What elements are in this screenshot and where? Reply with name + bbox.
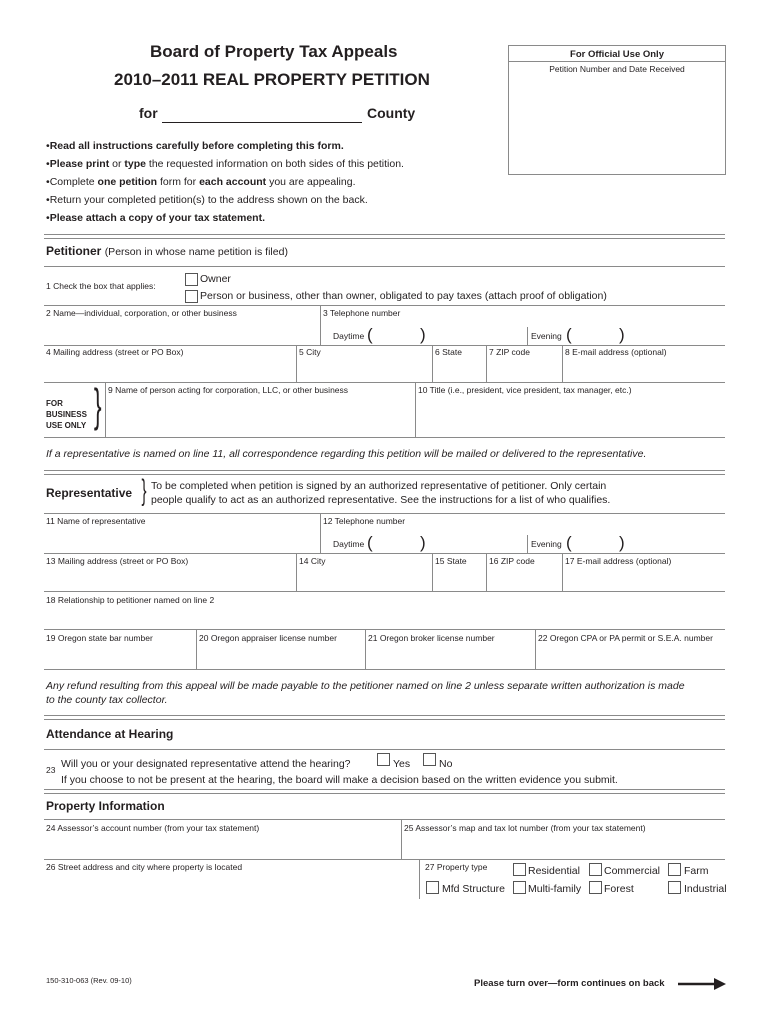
evening-label: Evening xyxy=(531,331,562,341)
field-21-label: 21 Oregon broker license number xyxy=(368,633,495,643)
daytime-paren-close: ) xyxy=(420,325,426,344)
industrial-label: Industrial xyxy=(684,883,727,895)
official-use-title: For Official Use Only xyxy=(570,49,664,60)
field-12-label: 12 Telephone number xyxy=(323,516,406,526)
residential-checkbox[interactable] xyxy=(513,863,526,876)
residential-label: Residential xyxy=(528,865,580,877)
forest-label: Forest xyxy=(604,883,634,895)
field-5-label: 5 City xyxy=(299,347,321,357)
representative-heading: Representative xyxy=(46,486,133,500)
attend-no-label: No xyxy=(439,758,453,770)
representative-note-1: To be completed when petition is signed by an authorized representative of petitioner. Only certain xyxy=(151,480,607,492)
instruction-5: •Please attach a copy of your tax statement. xyxy=(46,212,266,224)
rep-daytime-paren-open: ( xyxy=(367,533,373,552)
field-22-label: 22 Oregon CPA or PA permit or S.E.A. number xyxy=(538,633,713,643)
owner-label: Owner xyxy=(200,273,231,285)
commercial-checkbox[interactable] xyxy=(589,863,602,876)
multi-family-checkbox[interactable] xyxy=(513,881,526,894)
field-18-label: 18 Relationship to petitioner named on line 2 xyxy=(46,595,215,605)
rep-evening-paren-close: ) xyxy=(619,533,625,552)
commercial-label: Commercial xyxy=(604,865,661,877)
field-11-label: 11 Name of representative xyxy=(46,516,146,526)
mfd-structure-checkbox[interactable] xyxy=(426,881,439,894)
field-17-label: 17 E-mail address (optional) xyxy=(565,556,672,566)
rep-evening-label: Evening xyxy=(531,539,562,549)
instruction-3: •Complete one petition form for each account you are appealing. xyxy=(46,176,356,188)
attendance-heading: Attendance at Hearing xyxy=(46,727,174,741)
turn-over-note: Please turn over—form continues on back xyxy=(474,978,665,989)
form-subtitle: 2010–2011 REAL PROPERTY PETITION xyxy=(114,70,430,89)
representative-note: If a representative is named on line 11, all correspondence regarding this petition will be mailed or delivered to the representative. xyxy=(46,448,647,460)
field-19-label: 19 Oregon state bar number xyxy=(46,633,153,643)
field-3-label: 3 Telephone number xyxy=(323,308,401,318)
field-16-label: 16 ZIP code xyxy=(489,556,535,566)
daytime-label: Daytime xyxy=(333,331,365,341)
section-divider xyxy=(44,234,725,239)
field-2-label: 2 Name—individual, corporation, or other business xyxy=(46,308,237,318)
field-9-label: 9 Name of person acting for corporation, LLC, or other business xyxy=(108,385,349,395)
official-use-box xyxy=(508,45,726,175)
representative-note-2: people qualify to act as an authorized representative. See the instructions for a list of who qualifies. xyxy=(151,494,611,506)
form-number: 150-310-063 (Rev. 09-10) xyxy=(46,976,132,985)
field-4-label: 4 Mailing address (street or PO Box) xyxy=(46,347,184,357)
field-20-label: 20 Oregon appraiser license number xyxy=(199,633,337,643)
owner-checkbox[interactable] xyxy=(185,273,198,286)
multi-family-label: Multi-family xyxy=(528,883,582,895)
industrial-checkbox[interactable] xyxy=(668,881,681,894)
field-8-label: 8 E-mail address (optional) xyxy=(565,347,667,357)
instruction-1: •Read all instructions carefully before completing this form. xyxy=(46,140,344,152)
petitioner-heading: Petitioner (Person in whose name petition is filed) xyxy=(46,244,288,258)
field-26-label: 26 Street address and city where property is located xyxy=(46,862,243,872)
business-brace: } xyxy=(93,379,102,431)
farm-label: Farm xyxy=(684,865,709,877)
instruction-list xyxy=(46,137,404,227)
field-1-label: 1 Check the box that applies: xyxy=(46,281,156,291)
other-party-checkbox[interactable] xyxy=(185,290,198,303)
field-13-label: 13 Mailing address (street or PO Box) xyxy=(46,556,189,566)
rep-evening-paren-open: ( xyxy=(566,533,572,552)
field-23-number: 23 xyxy=(46,765,56,775)
rep-daytime-paren-close: ) xyxy=(420,533,426,552)
instruction-2: •Please print or type the requested information on both sides of this petition. xyxy=(46,158,404,170)
farm-checkbox[interactable] xyxy=(668,863,681,876)
attend-yes-label: Yes xyxy=(393,758,411,770)
field-27-label: 27 Property type xyxy=(425,862,488,872)
field-7-label: 7 ZIP code xyxy=(489,347,530,357)
representative-brace: } xyxy=(141,474,147,507)
field-10-label: 10 Title (i.e., president, vice president, tax manager, etc.) xyxy=(418,385,632,395)
form-title: Board of Property Tax Appeals xyxy=(150,42,398,61)
instruction-4: •Return your completed petition(s) to the address shown on the back. xyxy=(46,194,368,206)
official-use-subtitle: Petition Number and Date Received xyxy=(549,64,685,74)
evening-paren-close: ) xyxy=(619,325,625,344)
attendance-note: If you choose to not be present at the hearing, the board will make a decision based on the written evidence you submit. xyxy=(61,774,618,786)
forest-checkbox[interactable] xyxy=(589,881,602,894)
refund-note: Any refund resulting from this appeal will be made payable to the petitioner named on line 2 unless separate written authorization is made to the county tax collector. xyxy=(46,680,685,706)
field-6-label: 6 State xyxy=(435,347,462,357)
evening-paren-open: ( xyxy=(566,325,572,344)
mfd-structure-label: Mfd Structure xyxy=(442,883,506,895)
attend-yes-checkbox[interactable] xyxy=(377,753,390,766)
arrow-right-icon xyxy=(678,978,726,990)
daytime-paren-open: ( xyxy=(367,325,373,344)
field-14-label: 14 City xyxy=(299,556,326,566)
attendance-question: Will you or your designated representative attend the hearing? xyxy=(61,758,351,770)
property-heading: Property Information xyxy=(46,799,165,813)
county-input-line[interactable] xyxy=(162,122,362,123)
field-24-label: 24 Assessor’s account number (from your tax statement) xyxy=(46,823,260,833)
field-25-label: 25 Assessor’s map and tax lot number (from your tax statement) xyxy=(404,823,646,833)
business-only-label: FOR BUSINESS USE ONLY xyxy=(46,399,87,430)
other-party-label: Person or business, other than owner, obligated to pay taxes (attach proof of obligation) xyxy=(200,290,607,302)
attend-no-checkbox[interactable] xyxy=(423,753,436,766)
field-15-label: 15 State xyxy=(435,556,467,566)
rep-daytime-label: Daytime xyxy=(333,539,365,549)
for-label: for xyxy=(139,105,158,121)
county-label: County xyxy=(367,105,416,121)
